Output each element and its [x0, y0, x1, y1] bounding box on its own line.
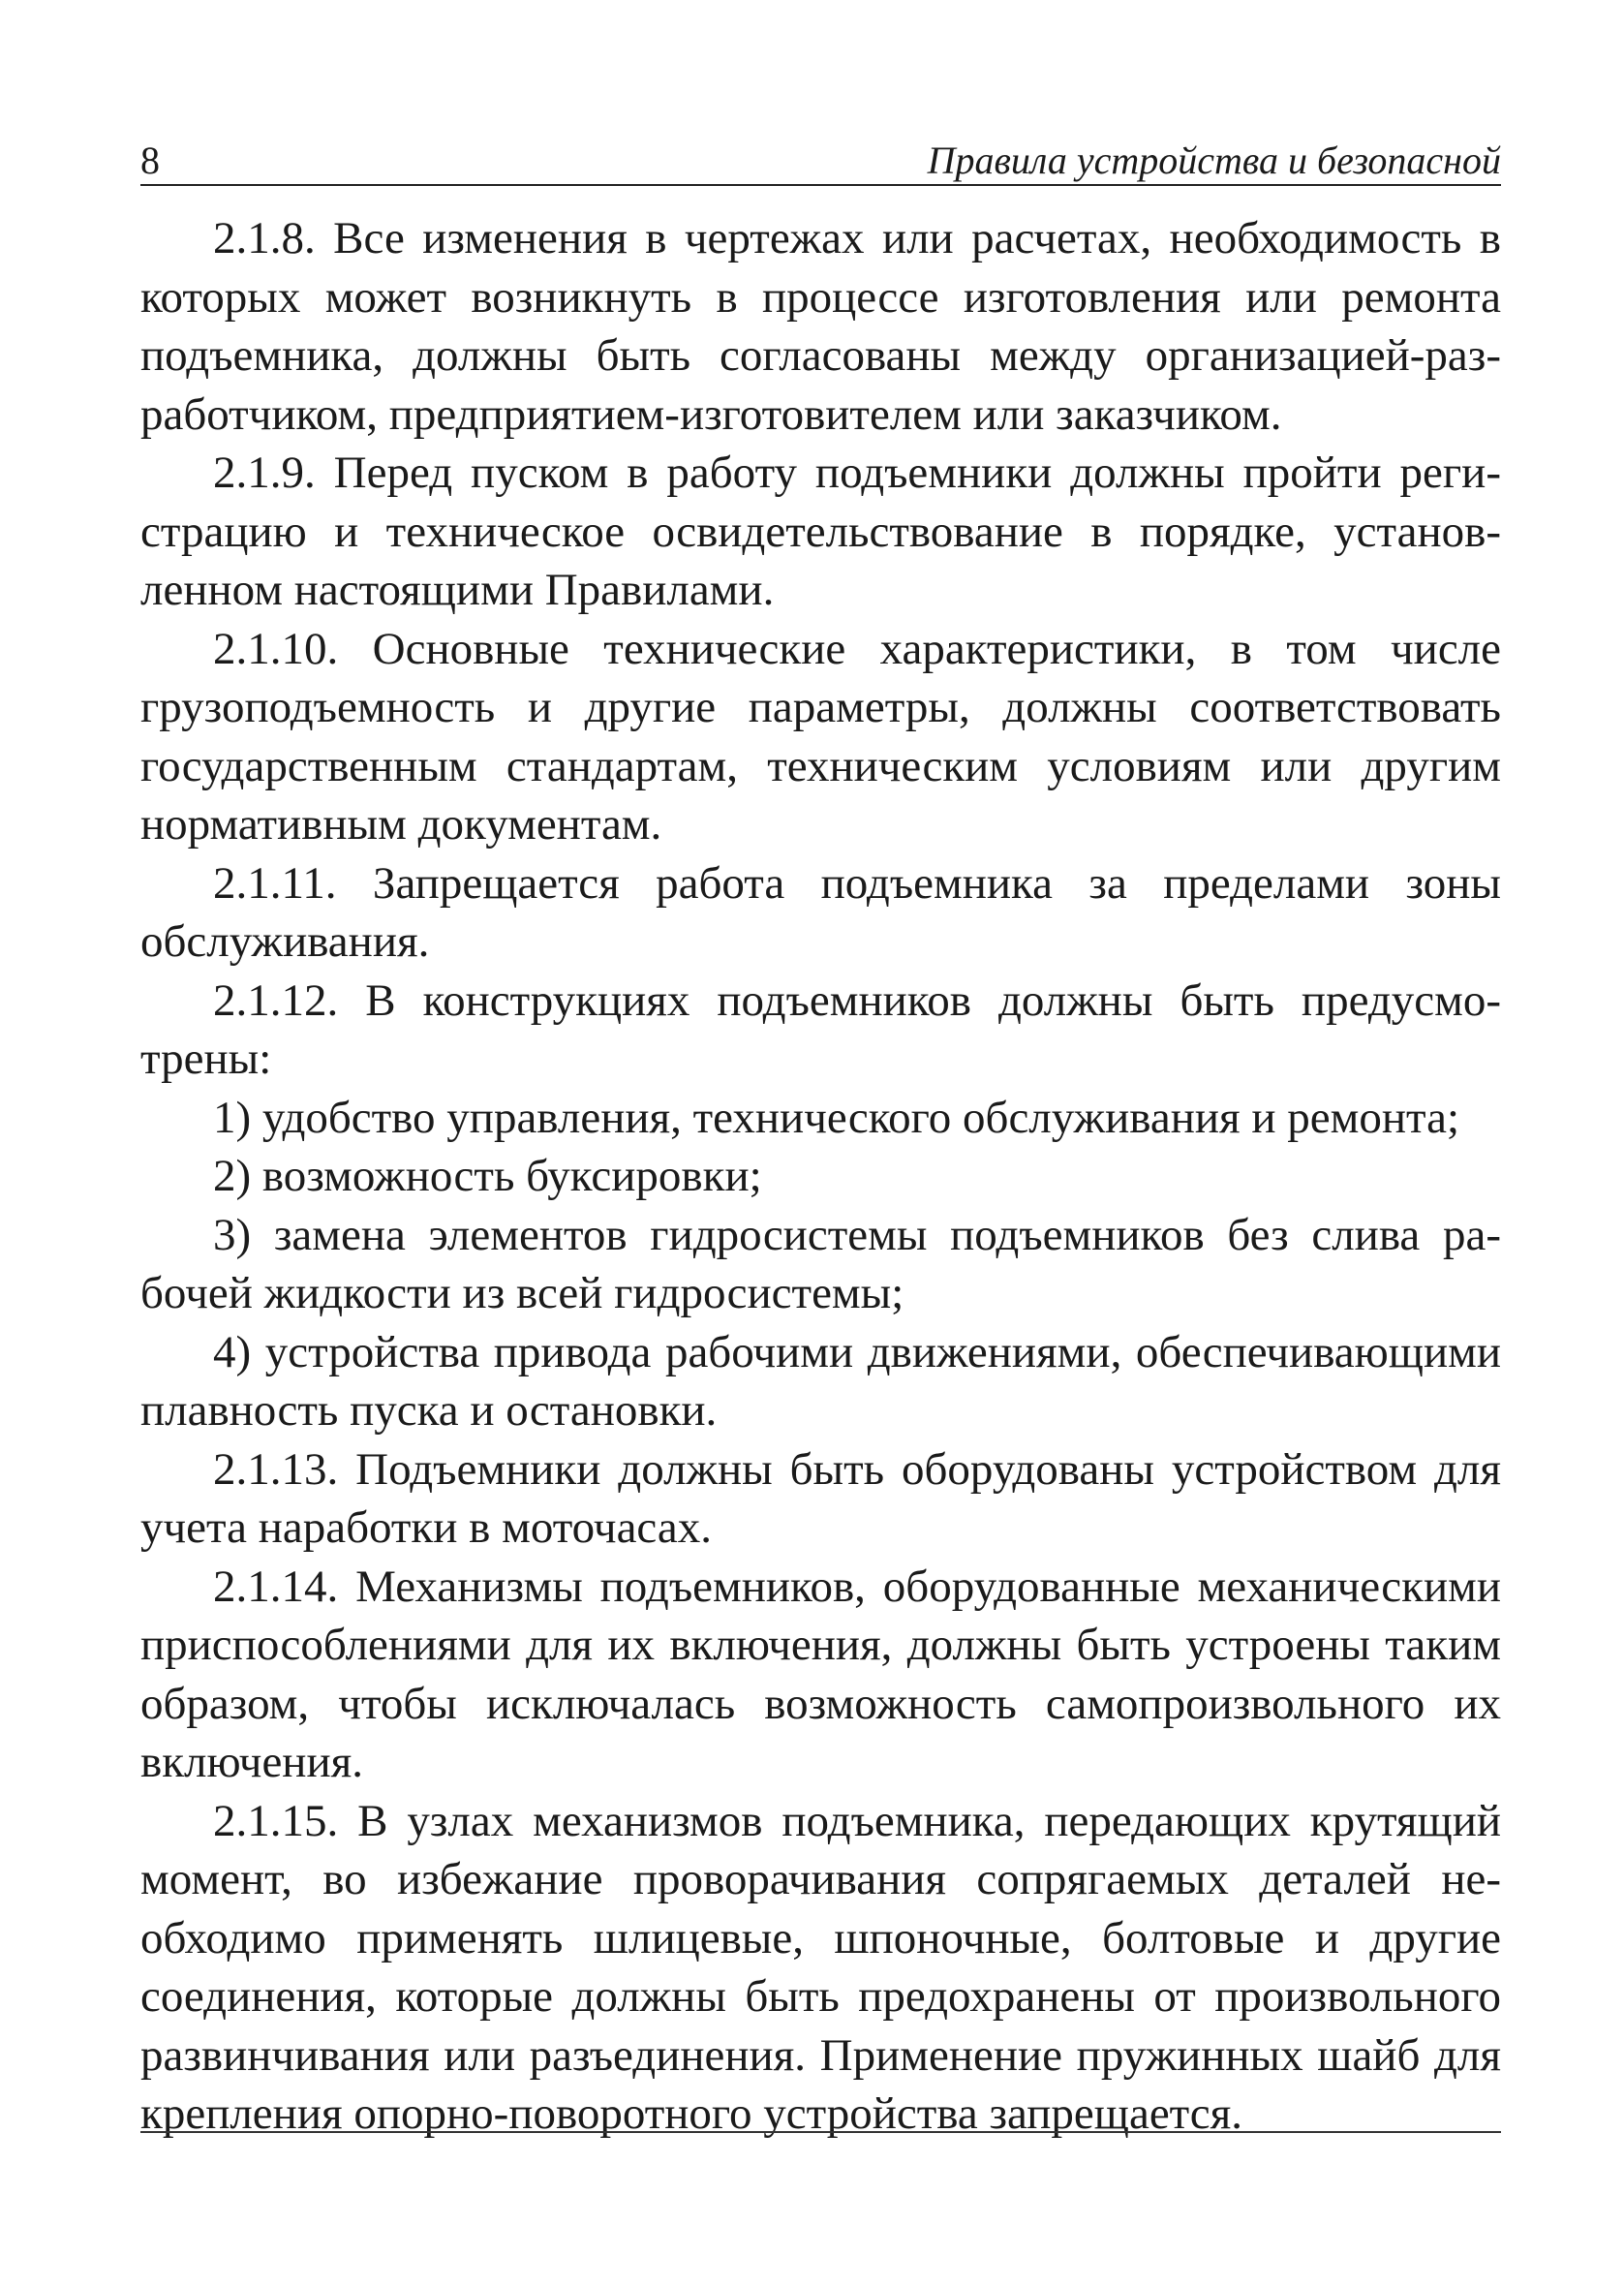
body-text [140, 209, 1501, 2144]
list-item-2: 2) возможность буксировки; [213, 1151, 762, 1201]
paragraph-2-1-12: 2.1.12. В конструкциях подъемников должны быть предусмотрены: [140, 974, 1501, 1084]
list-item-1: 1) удобство управления, технического обслуживания и ремонта; [213, 1092, 1460, 1143]
footer-divider [140, 2131, 1501, 2133]
page-header [140, 126, 1501, 186]
list-item-3: 3) замена элементов гидросистемы подъемников без слива рабочей жидкости из всей гидросистемы; [140, 1209, 1501, 1318]
paragraph-2-1-14: 2.1.14. Механизмы подъемников, оборудованные механическими приспособлениями для их включения, должны быть устроены таким образом, чтобы исключалась возможность самопроизвольного их включения. [140, 1561, 1501, 1787]
paragraph-2-1-15: 2.1.15. В узлах механизмов подъемника, передающих крутящий момент, во избежание проворачивания сопрягаемых деталей необходимо применять шлицевые, шпоночные, болтовые и другие соединения, которые должны быть предохранены от произвольного развинчивания или разъединения. Применение пружинных шайб для крепления опорно-поворотного устройства запрещается. [140, 1795, 1501, 2139]
page-number: 8 [140, 139, 160, 182]
running-title: Правила устройства и безопасной [927, 139, 1501, 182]
paragraph-2-1-9: 2.1.9. Перед пуском в работу подъемники должны пройти регистрацию и техническое освидетельствование в порядке, установленном настоящими Правилами. [140, 448, 1501, 615]
paragraph-2-1-13: 2.1.13. Подъемники должны быть оборудованы устройством для учета наработки в моточасах. [140, 1443, 1501, 1553]
list-item-4: 4) устройства привода рабочими движениями, обеспечивающими плавность пуска и остановки. [140, 1326, 1501, 1436]
document-page [140, 126, 1501, 2144]
paragraph-2-1-8: 2.1.8. Все изменения в чертежах или расчетах, необходимость в которых может возникнуть в процессе изготовления или ремонта подъемника, должны быть согласованы между организацией-разработчиком, предприятием-изготовителем или заказчиком. [140, 213, 1501, 440]
paragraph-2-1-10: 2.1.10. Основные технические характеристики, в том числе грузоподъемность и другие параметры, должны соответствовать государственным стандартам, техническим условиям или другим нормативным документам. [140, 623, 1501, 850]
paragraph-2-1-11: 2.1.11. Запрещается работа подъемника за пределами зоны обслуживания. [140, 857, 1501, 967]
